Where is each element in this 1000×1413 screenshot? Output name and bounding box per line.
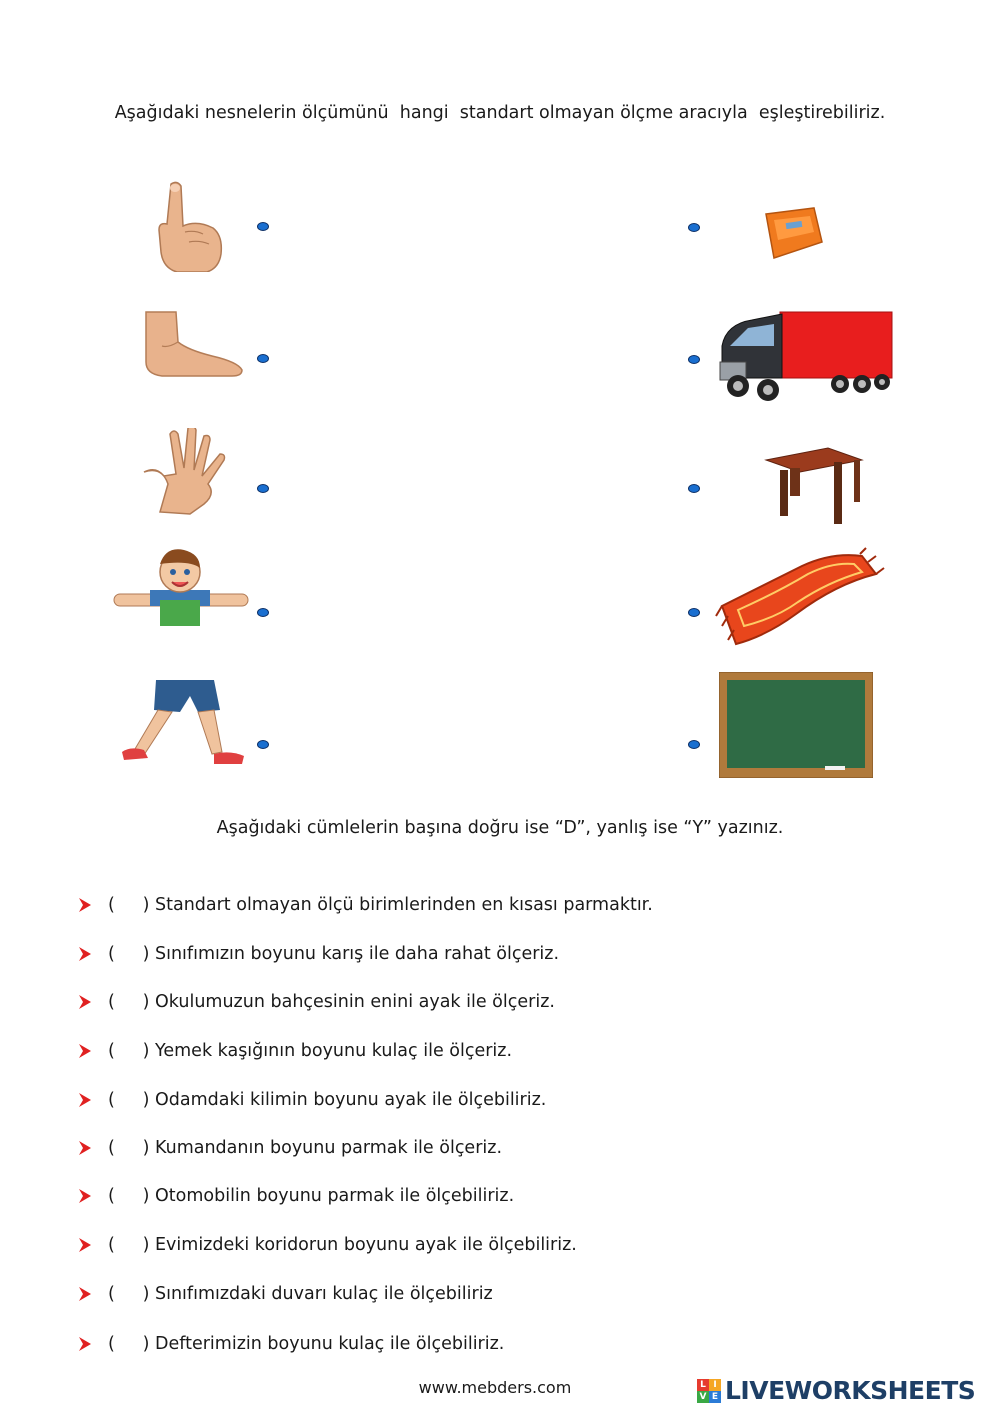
liveworksheets-badge-icon: L I V E xyxy=(697,1379,721,1403)
statement-row xyxy=(78,1038,513,1064)
statement-text: Okulumuzun bahçesinin enini ayak ile ölçeriz. xyxy=(155,992,555,1012)
statement-text: Yemek kaşığının boyunu kulaç ile ölçeriz. xyxy=(155,1041,513,1061)
statement-text: Evimizdeki koridorun boyunu ayak ile ölçebiliriz. xyxy=(155,1235,577,1255)
statement-text: Defterimizin boyunu kulaç ile ölçebiliriz. xyxy=(155,1334,505,1354)
truck-icon xyxy=(716,306,894,404)
statement-text: Odamdaki kilimin boyunu ayak ile ölçebiliriz. xyxy=(155,1090,547,1110)
left-match-dot-1[interactable] xyxy=(257,222,269,231)
statement-row xyxy=(78,1331,505,1357)
answer-blank[interactable]: ( ) xyxy=(108,992,150,1012)
answer-blank[interactable]: ( ) xyxy=(108,1334,150,1354)
statement-row xyxy=(78,1135,503,1161)
step-legs-icon xyxy=(118,676,250,768)
right-match-dot-3[interactable] xyxy=(688,484,700,493)
pencil-sharpener-icon xyxy=(760,204,826,262)
liveworksheets-logo xyxy=(697,1376,975,1405)
matching-instruction: Aşağıdaki nesnelerin ölçümünü hangi standart olmayan ölçme aracıyla eşleştirebiliriz. xyxy=(114,103,886,123)
answer-blank[interactable]: ( ) xyxy=(108,1284,150,1304)
hand-span-icon xyxy=(140,428,232,516)
arrow-bullet-icon xyxy=(78,1237,92,1253)
arrow-bullet-icon xyxy=(78,897,92,913)
arrow-bullet-icon xyxy=(78,994,92,1010)
left-match-dot-3[interactable] xyxy=(257,484,269,493)
arrow-bullet-icon xyxy=(78,946,92,962)
foot-icon xyxy=(138,308,246,380)
right-match-dot-2[interactable] xyxy=(688,355,700,364)
true-false-instruction: Aşağıdaki cümlelerin başına doğru ise “D”, yanlış ise “Y” yazınız. xyxy=(216,818,784,838)
statement-text: Sınıfımızın boyunu karış ile daha rahat ölçeriz. xyxy=(155,944,560,964)
arrow-bullet-icon xyxy=(78,1188,92,1204)
statement-row xyxy=(78,1183,515,1209)
right-match-dot-5[interactable] xyxy=(688,740,700,749)
statement-row xyxy=(78,941,560,967)
arrow-bullet-icon xyxy=(78,1336,92,1352)
statement-row xyxy=(78,1087,547,1113)
answer-blank[interactable]: ( ) xyxy=(108,1138,150,1158)
answer-blank[interactable]: ( ) xyxy=(108,944,150,964)
arrow-bullet-icon xyxy=(78,1140,92,1156)
statement-row xyxy=(78,989,555,1015)
answer-blank[interactable]: ( ) xyxy=(108,1235,150,1255)
left-match-dot-5[interactable] xyxy=(257,740,269,749)
statement-row xyxy=(78,1281,493,1307)
right-match-dot-1[interactable] xyxy=(688,223,700,232)
finger-icon xyxy=(155,180,225,272)
arm-span-boy-icon xyxy=(110,544,250,628)
arrow-bullet-icon xyxy=(78,1286,92,1302)
answer-blank[interactable]: ( ) xyxy=(108,1186,150,1206)
answer-blank[interactable]: ( ) xyxy=(108,1041,150,1061)
statement-row xyxy=(78,892,653,918)
statement-text: Sınıfımızdaki duvarı kulaç ile ölçebiliriz xyxy=(155,1284,493,1304)
arrow-bullet-icon xyxy=(78,1092,92,1108)
left-match-dot-4[interactable] xyxy=(257,608,269,617)
statement-text: Kumandanın boyunu parmak ile ölçeriz. xyxy=(155,1138,503,1158)
chalkboard-icon xyxy=(719,672,873,778)
right-match-dot-4[interactable] xyxy=(688,608,700,617)
answer-blank[interactable]: ( ) xyxy=(108,895,150,915)
footer-url: www.mebders.com xyxy=(418,1378,572,1397)
liveworksheets-brand: LIVEWORKSHEETS xyxy=(725,1376,976,1405)
carpet-icon xyxy=(714,546,886,654)
answer-blank[interactable]: ( ) xyxy=(108,1090,150,1110)
statement-text: Standart olmayan ölçü birimlerinden en kısası parmaktır. xyxy=(155,895,653,915)
statement-text: Otomobilin boyunu parmak ile ölçebiliriz. xyxy=(155,1186,515,1206)
table-icon xyxy=(764,446,864,528)
left-match-dot-2[interactable] xyxy=(257,354,269,363)
statement-row xyxy=(78,1232,577,1258)
arrow-bullet-icon xyxy=(78,1043,92,1059)
